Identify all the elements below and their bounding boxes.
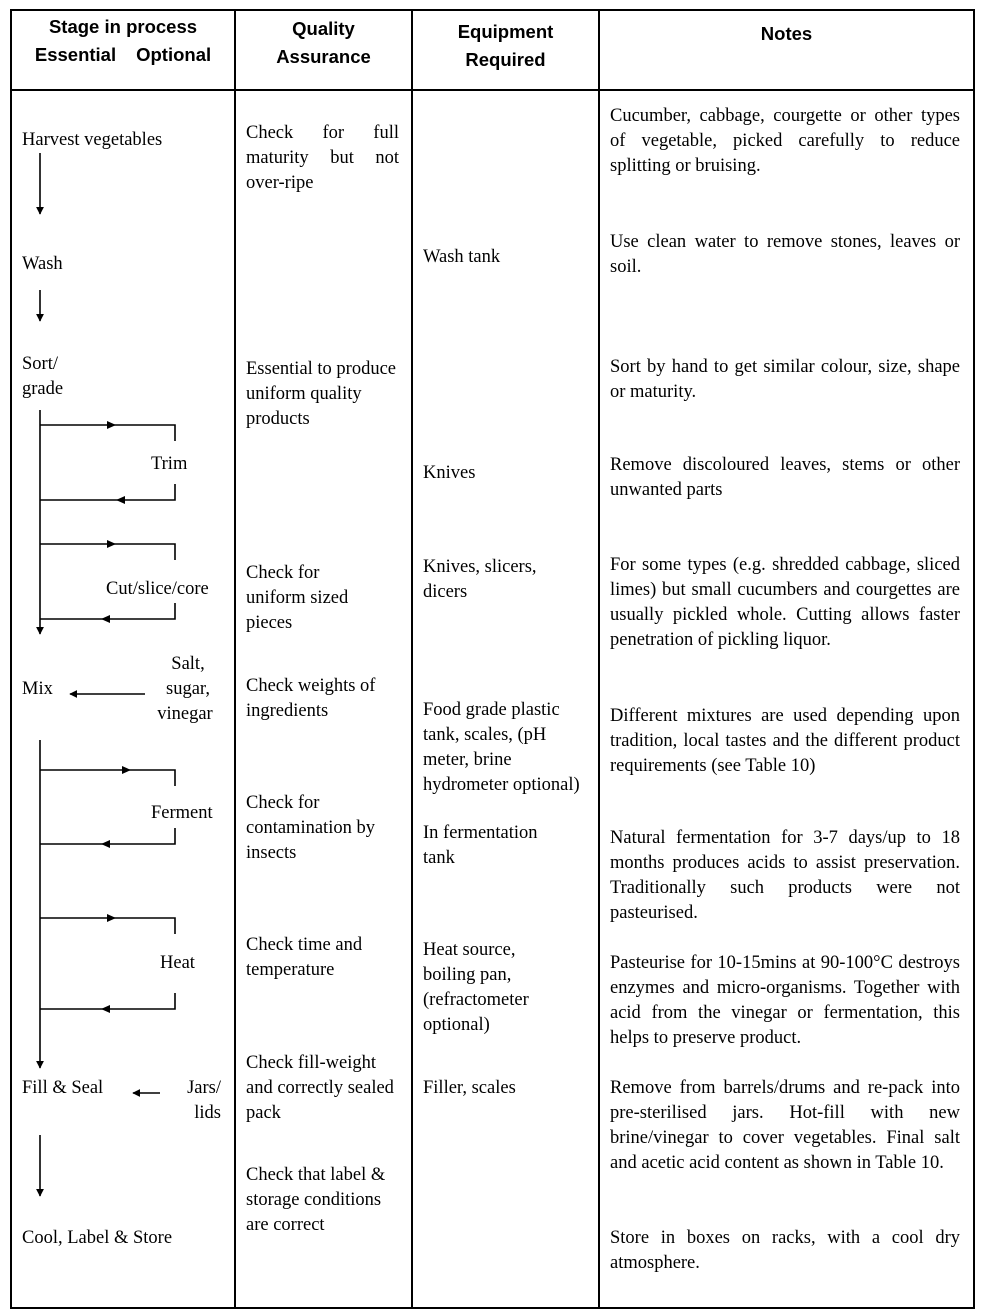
column-divider-1 — [234, 9, 236, 1307]
mix-input-vinegar: vinegar — [157, 704, 213, 724]
equipment-trim: Knives — [423, 463, 476, 483]
stage-mix: Mix — [22, 679, 53, 699]
header-notes-cell — [600, 20, 973, 48]
header-quality-line1: Quality — [292, 18, 355, 39]
header-equipment-cell — [413, 18, 598, 74]
notes-cool: Store in boxes on racks, with a cool dry atmosphere. — [610, 1228, 960, 1273]
notes-harvest: Cucumber, cabbage, courgette or other types of vegetable, picked carefully to reduce splitting or bruising. — [610, 106, 960, 176]
notes-wash: Use clean water to remove stones, leaves or soil. — [610, 232, 960, 277]
header-quality-cell — [236, 15, 411, 71]
fill-input-jars: Jars/ — [187, 1078, 221, 1098]
quality-ferment: Check for contamination by insects — [246, 793, 375, 863]
equipment-heat: Heat source, boiling pan, (refractometer optional) — [423, 940, 529, 1035]
header-equipment-line2: Required — [465, 49, 546, 70]
stage-ferment: Ferment — [151, 803, 213, 823]
stage-sort-line1: Sort/ — [22, 354, 58, 374]
header-notes: Notes — [760, 23, 813, 44]
mix-input-salt: Salt, — [171, 654, 205, 674]
quality-fill: Check fill-weight and correctly sealed pack — [246, 1053, 394, 1123]
equipment-wash: Wash tank — [423, 247, 501, 267]
notes-mix: Different mixtures are used depending upon tradition, local tastes and the different product requirements (see Table 10) — [610, 706, 960, 776]
stage-trim: Trim — [151, 454, 188, 474]
stage-mix-inputs — [150, 652, 220, 727]
header-essential: Essential — [34, 44, 117, 65]
header-optional: Optional — [136, 44, 212, 65]
header-stage-cell — [12, 13, 234, 69]
fill-input-lids: lids — [194, 1103, 221, 1123]
notes-trim: Remove discoloured leaves, stems or other unwanted parts — [610, 455, 960, 500]
quality-harvest-text: Check for full maturity but not over-ripe — [246, 123, 399, 193]
quality-cut: Check for uniform sized pieces — [246, 563, 349, 633]
stage-wash: Wash — [22, 254, 63, 274]
header-equipment-line1: Equipment — [457, 21, 554, 42]
notes-fill: Remove from barrels/drums and re-pack into pre-sterilised jars. Hot-fill with new brine/vinegar to cover vegetables. Final salt and acetic acid content as shown in Table 10. — [610, 1078, 960, 1173]
equipment-fill: Filler, scales — [423, 1078, 516, 1098]
stage-cut: Cut/slice/core — [106, 579, 209, 599]
stage-sort-line2: grade — [22, 379, 64, 399]
quality-harvest — [246, 121, 399, 196]
quality-sort: Essential to produce uniform quality products — [246, 359, 397, 429]
stage-fill: Fill & Seal — [22, 1078, 104, 1098]
stage-fill-inputs — [160, 1076, 221, 1126]
notes-cut: For some types (e.g. shredded cabbage, sliced limes) but small cucumbers and courgettes are usually pickled whole. Cutting allows faster penetration of pickling liquor. — [610, 555, 960, 650]
quality-heat: Check time and temperature — [246, 935, 363, 980]
column-divider-2 — [411, 9, 413, 1307]
stage-harvest: Harvest vegetables — [22, 130, 163, 150]
equipment-cut: Knives, slicers, dicers — [423, 557, 537, 602]
stage-heat: Heat — [160, 953, 195, 973]
mix-input-sugar: sugar, — [166, 679, 210, 699]
notes-ferment: Natural fermentation for 3-7 days/up to 18 months produces acids to assist preservation. Traditionally such products were not pasteurised. — [610, 828, 960, 923]
header-quality-line2: Assurance — [276, 46, 371, 67]
header-divider — [10, 89, 973, 91]
column-divider-3 — [598, 9, 600, 1307]
quality-cool: Check that label & storage conditions are correct — [246, 1165, 386, 1235]
equipment-ferment: In fermentation tank — [423, 823, 538, 868]
quality-mix: Check weights of ingredients — [246, 676, 376, 721]
notes-heat: Pasteurise for 10-15mins at 90-100°C destroys enzymes and micro-organisms. Together with acid from the vinegar or fermentation, this helps to preserve product. — [610, 953, 960, 1048]
header-stage-subtitles — [12, 41, 234, 69]
stage-cool: Cool, Label & Store — [22, 1228, 173, 1248]
equipment-mix: Food grade plastic tank, scales, (pH meter, brine hydrometer optional) — [423, 700, 580, 795]
header-stage-title: Stage in process — [48, 16, 198, 37]
notes-sort: Sort by hand to get similar colour, size, shape or maturity. — [610, 357, 960, 402]
stage-sort — [22, 352, 63, 402]
